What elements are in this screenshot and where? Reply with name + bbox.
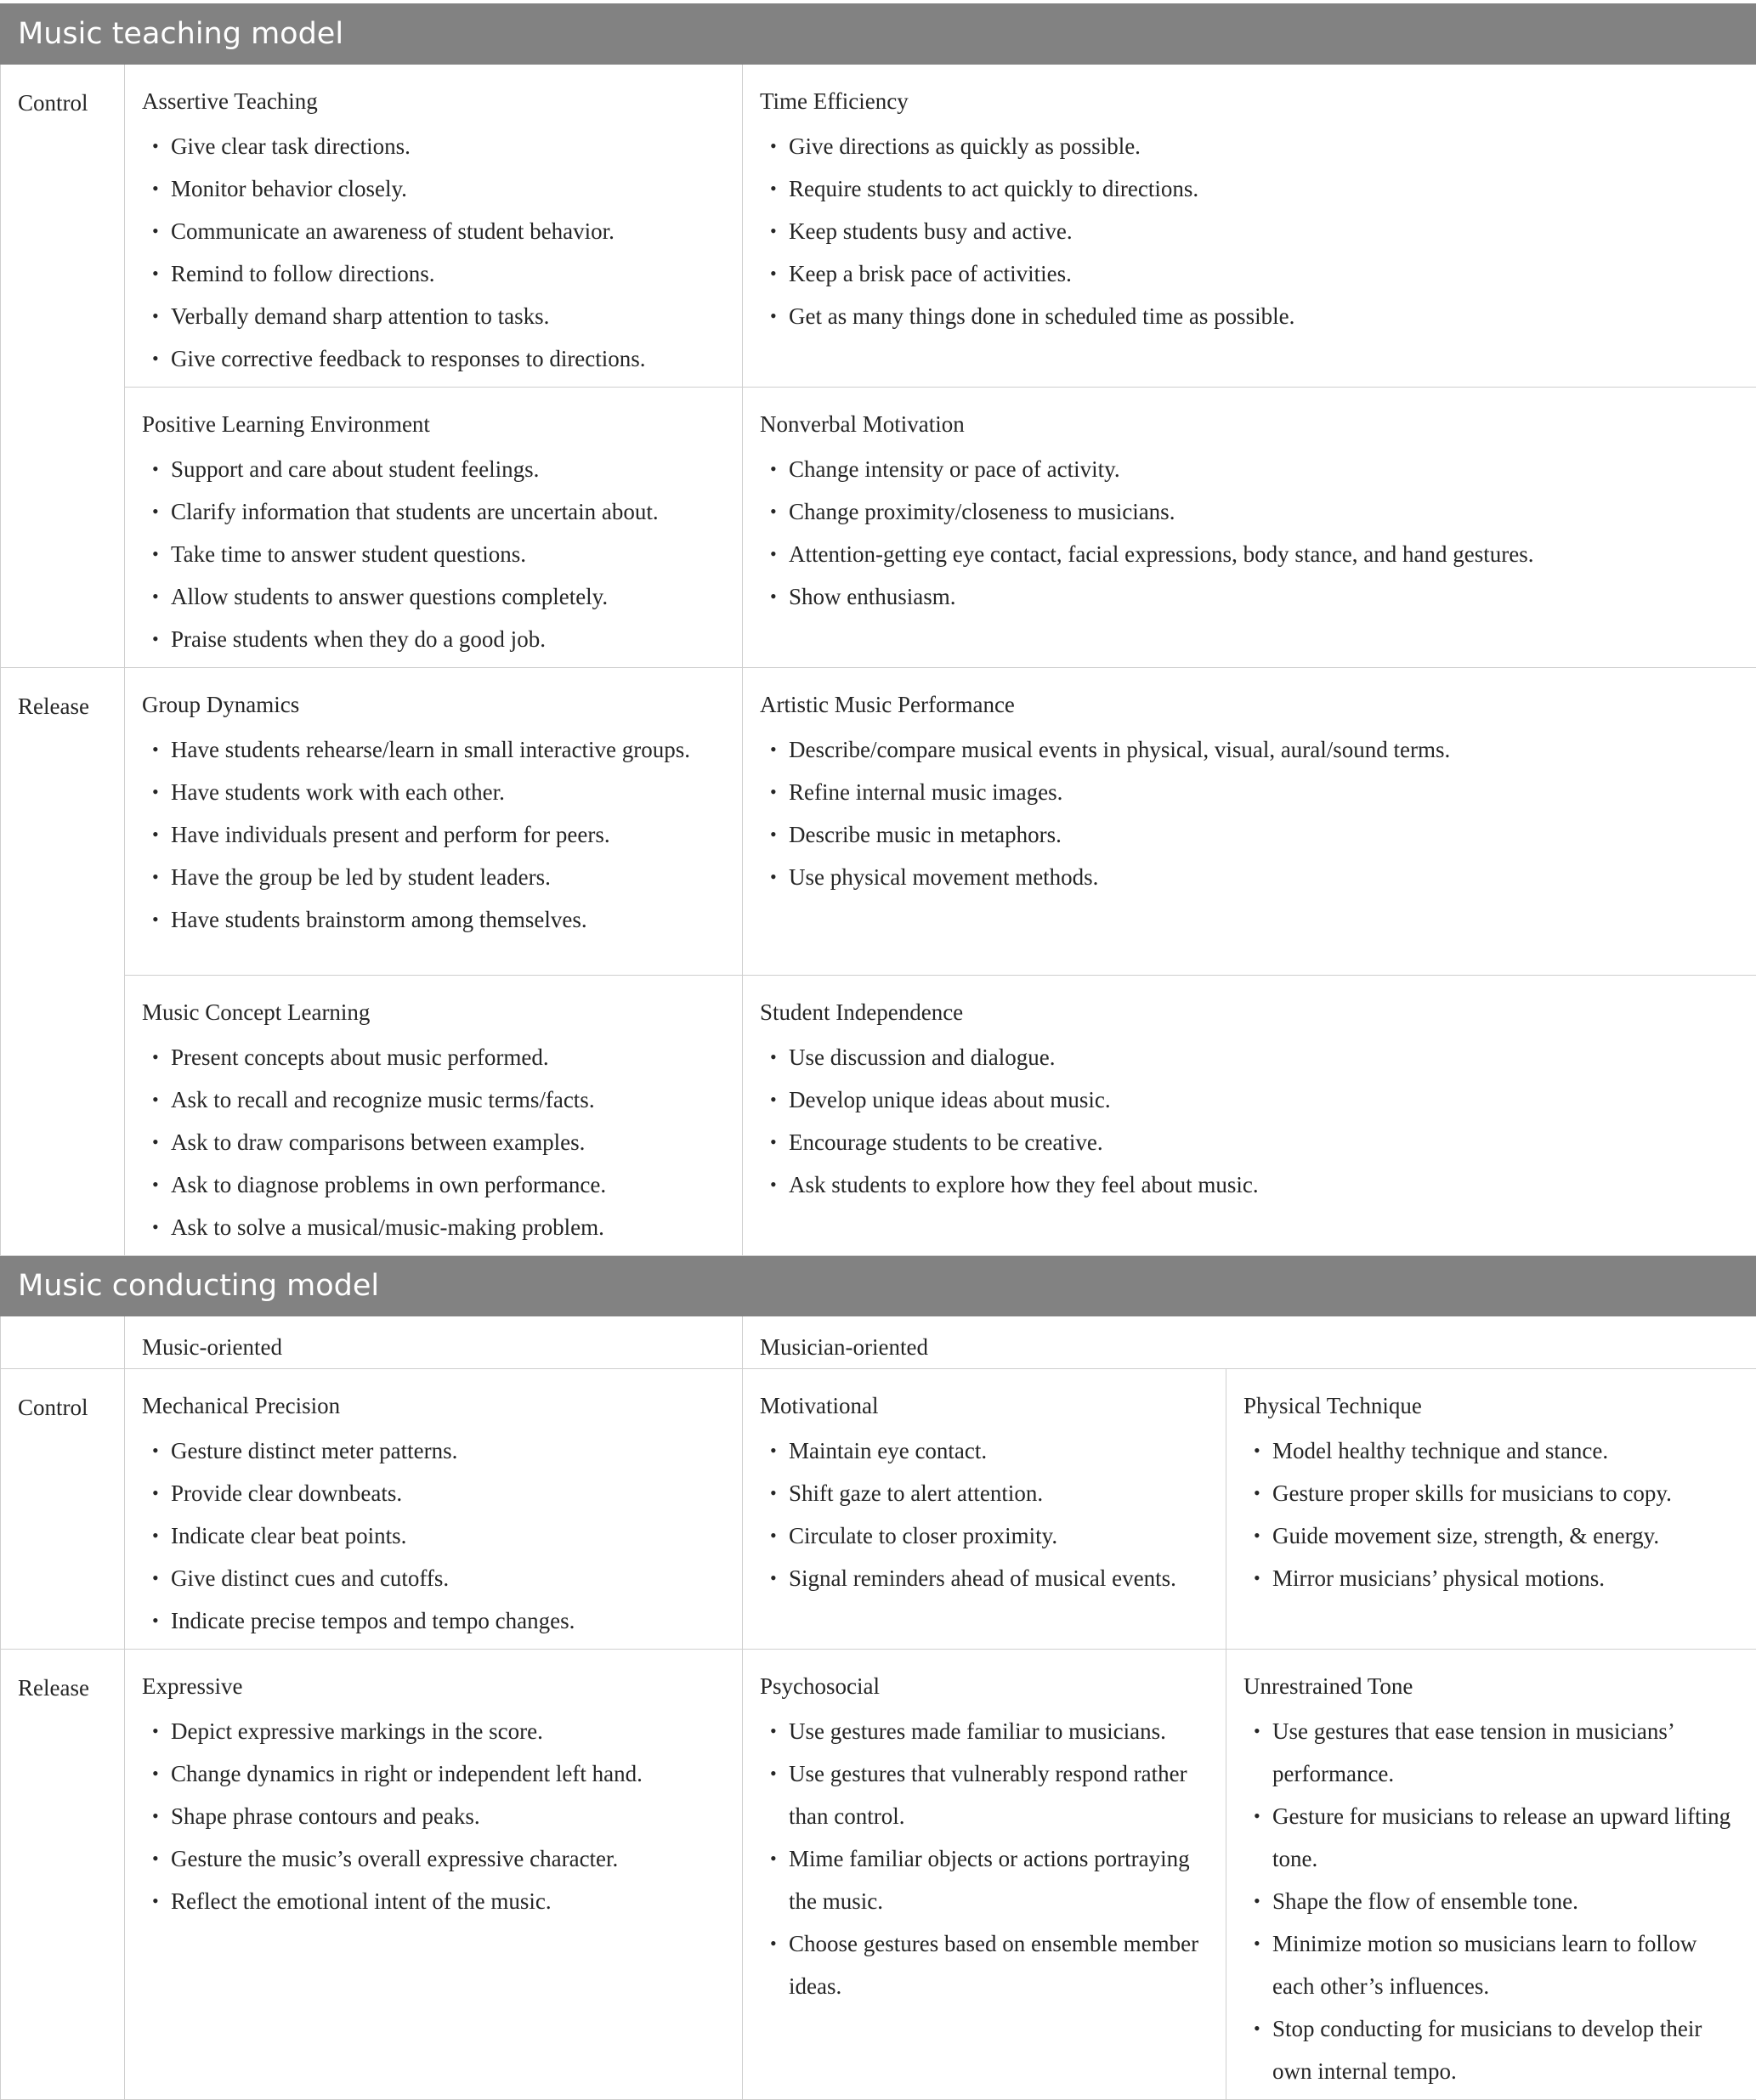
list-item: • Give corrective feedback to responses to directions. [142,337,725,380]
list-item: • Clarify information that students are uncertain about. [142,490,725,533]
list-item: • Refine internal music images. [760,771,1739,813]
category-cell [743,65,1756,388]
list-item: • Use physical movement methods. [760,856,1739,898]
list-item: • Have students rehearse/learn in small interactive groups. [142,728,725,771]
table-row [1,65,1756,388]
list-item: • Gesture distinct meter patterns. [142,1429,725,1472]
bullet-list [1243,1710,1739,2092]
category-title: Mechanical Precision [142,1389,725,1423]
list-item: • Use gestures that ease tension in musicians’ performance. [1243,1710,1739,1795]
list-item: • Model healthy technique and stance. [1243,1429,1739,1472]
category-title: Time Efficiency [760,84,1739,118]
row-label-control: Control [1,65,125,668]
list-item: • Use gestures that vulnerably respond rather than control. [760,1752,1209,1837]
category-cell [743,976,1756,1256]
list-item: • Get as many things done in scheduled time as possible. [760,295,1739,337]
category-cell [125,668,743,976]
bullet-list [760,1429,1209,1599]
table [0,3,1756,2100]
table-row [1,668,1756,976]
category-cell [125,976,743,1256]
list-item: • Allow students to answer questions completely. [142,575,725,618]
list-item: • Shift gaze to alert attention. [760,1472,1209,1514]
list-item: • Gesture proper skills for musicians to copy. [1243,1472,1739,1514]
row-label-release: Release [1,668,125,1256]
list-item: • Change intensity or pace of activity. [760,448,1739,490]
category-cell [743,668,1756,976]
list-item: • Monitor behavior closely. [142,167,725,210]
list-item: • Give clear task directions. [142,125,725,167]
row-label-control: Control [1,1369,125,1650]
table-row [1,1369,1756,1650]
list-item: • Indicate clear beat points. [142,1514,725,1557]
category-title: Assertive Teaching [142,84,725,118]
row-label-release: Release [1,1650,125,2100]
category-title: Expressive [142,1669,725,1703]
bullet-list [760,125,1739,337]
list-item: • Ask students to explore how they feel about music. [760,1163,1739,1206]
category-title: Music Concept Learning [142,995,725,1029]
section-header-conducting [1,1256,1756,1316]
list-item: • Develop unique ideas about music. [760,1078,1739,1121]
category-cell [743,1650,1226,2100]
list-item: • Reflect the emotional intent of the music. [142,1880,725,1922]
list-item: • Give distinct cues and cutoffs. [142,1557,725,1599]
list-item: • Have students brainstorm among themselves. [142,898,725,941]
bullet-list [142,728,725,941]
category-cell [743,1369,1226,1650]
bullet-list [142,448,725,660]
list-item: • Ask to draw comparisons between examples. [142,1121,725,1163]
list-item: • Provide clear downbeats. [142,1472,725,1514]
category-title: Nonverbal Motivation [760,407,1739,441]
table-row [1,388,1756,668]
bullet-list [760,728,1739,898]
list-item: • Gesture for musicians to release an upward lifting tone. [1243,1795,1739,1880]
list-item: • Keep students busy and active. [760,210,1739,252]
list-item: • Maintain eye contact. [760,1429,1209,1472]
bullet-list [142,1710,725,1922]
table-row [1,976,1756,1256]
bullet-list [1243,1429,1739,1599]
list-item: • Signal reminders ahead of musical events. [760,1557,1209,1599]
category-cell [125,1650,743,2100]
list-item: • Ask to diagnose problems in own performance. [142,1163,725,1206]
models-table [0,3,1756,2018]
list-item: • Give directions as quickly as possible. [760,125,1739,167]
list-item: • Depict expressive markings in the score. [142,1710,725,1752]
list-item: • Indicate precise tempos and tempo changes. [142,1599,725,1642]
list-item: • Keep a brisk pace of activities. [760,252,1739,295]
bullet-list [760,1710,1209,2007]
category-cell [1226,1650,1756,2100]
column-header-music-oriented: Music-oriented [125,1316,743,1369]
list-item: • Gesture the music’s overall expressive character. [142,1837,725,1880]
section-title: Music teaching model [18,4,1756,64]
section-header-teaching [1,4,1756,65]
bullet-list [760,448,1739,618]
list-item: • Ask to recall and recognize music terms/facts. [142,1078,725,1121]
list-item: • Describe/compare musical events in physical, visual, aural/sound terms. [760,728,1739,771]
category-cell [125,65,743,388]
list-item: • Mime familiar objects or actions portraying the music. [760,1837,1209,1922]
list-item: • Present concepts about music performed. [142,1036,725,1078]
bullet-list [142,125,725,380]
bullet-list [760,1036,1739,1206]
list-item: • Remind to follow directions. [142,252,725,295]
list-item: • Verbally demand sharp attention to tasks. [142,295,725,337]
category-title: Physical Technique [1243,1389,1739,1423]
category-title: Group Dynamics [142,688,725,722]
list-item: • Guide movement size, strength, & energy. [1243,1514,1739,1557]
column-header-row [1,1316,1756,1369]
list-item: • Minimize motion so musicians learn to follow each other’s influences. [1243,1922,1739,2007]
category-title: Artistic Music Performance [760,688,1739,722]
list-item: • Use discussion and dialogue. [760,1036,1739,1078]
list-item: • Have the group be led by student leaders. [142,856,725,898]
category-title: Psychosocial [760,1669,1209,1703]
list-item: • Attention-getting eye contact, facial expressions, body stance, and hand gestures. [760,533,1739,575]
category-title: Student Independence [760,995,1739,1029]
list-item: • Circulate to closer proximity. [760,1514,1209,1557]
list-item: • Praise students when they do a good job. [142,618,725,660]
list-item: • Shape phrase contours and peaks. [142,1795,725,1837]
list-item: • Take time to answer student questions. [142,533,725,575]
list-item: • Shape the flow of ensemble tone. [1243,1880,1739,1922]
list-item: • Communicate an awareness of student behavior. [142,210,725,252]
list-item: • Have individuals present and perform for peers. [142,813,725,856]
list-item: • Show enthusiasm. [760,575,1739,618]
category-cell [125,388,743,668]
bullet-list [142,1036,725,1248]
list-item: • Change proximity/closeness to musicians. [760,490,1739,533]
table-row [1,1650,1756,2100]
category-title: Positive Learning Environment [142,407,725,441]
column-header-blank [1,1316,125,1369]
list-item: • Ask to solve a musical/music-making problem. [142,1206,725,1248]
section-title: Music conducting model [18,1256,1756,1316]
list-item: • Encourage students to be creative. [760,1121,1739,1163]
list-item: • Choose gestures based on ensemble member ideas. [760,1922,1209,2007]
list-item: • Change dynamics in right or independent left hand. [142,1752,725,1795]
list-item: • Stop conducting for musicians to develop their own internal tempo. [1243,2007,1739,2092]
list-item: • Have students work with each other. [142,771,725,813]
category-title: Motivational [760,1389,1209,1423]
category-cell [743,388,1756,668]
list-item: • Mirror musicians’ physical motions. [1243,1557,1739,1599]
list-item: • Support and care about student feelings. [142,448,725,490]
category-cell [1226,1369,1756,1650]
category-cell [125,1369,743,1650]
list-item: • Describe music in metaphors. [760,813,1739,856]
column-header-musician-oriented: Musician-oriented [743,1316,1756,1369]
list-item: • Require students to act quickly to directions. [760,167,1739,210]
bullet-list [142,1429,725,1642]
list-item: • Use gestures made familiar to musicians. [760,1710,1209,1752]
category-title: Unrestrained Tone [1243,1669,1739,1703]
